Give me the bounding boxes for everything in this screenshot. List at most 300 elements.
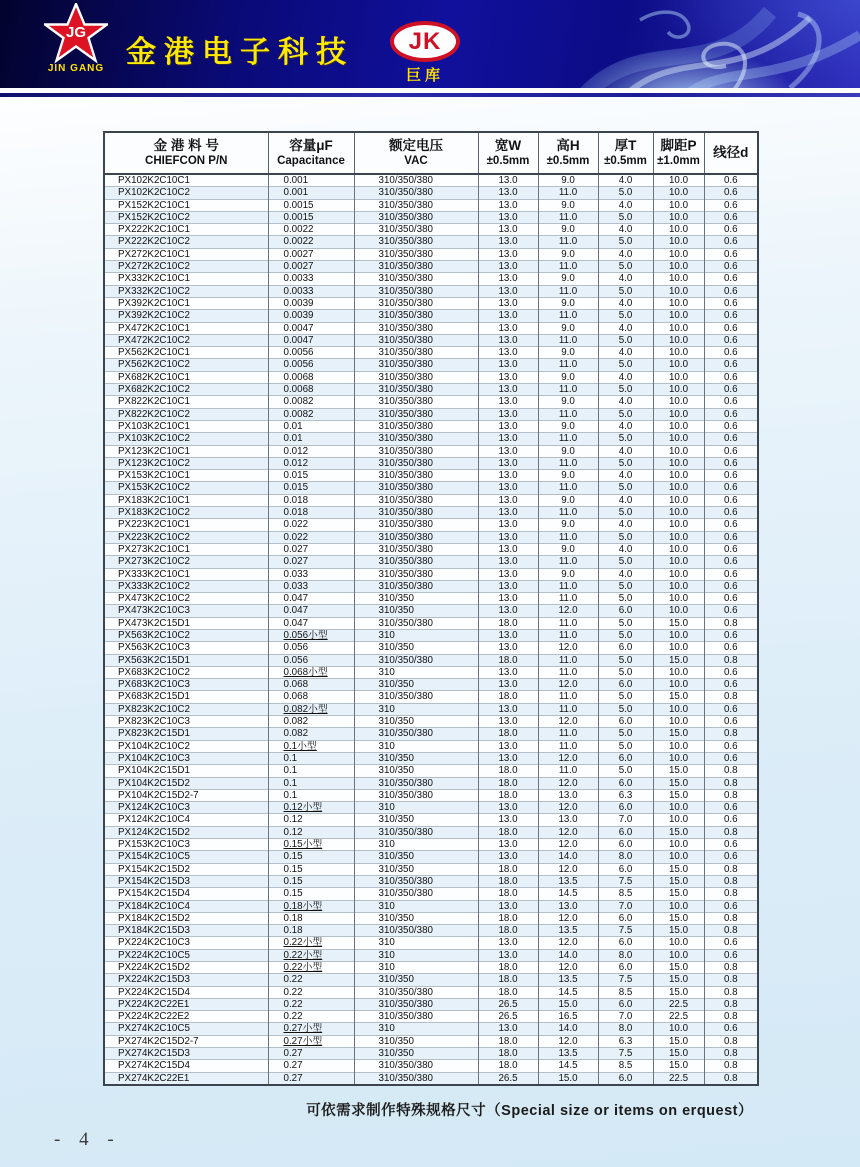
- cell-capacitance: 0.027: [268, 543, 354, 555]
- cell-vac: 310: [354, 839, 478, 851]
- cell-thickness: 8.5: [598, 888, 653, 900]
- cell-thickness: 5.0: [598, 593, 653, 605]
- spec-table-header: [104, 132, 758, 174]
- cell-pitch: 15.0: [653, 912, 704, 924]
- cell-vac: 310/350/380: [354, 925, 478, 937]
- cell-capacitance: 0.0033: [268, 285, 354, 297]
- cell-height: 12.0: [538, 937, 598, 949]
- cell-capacitance: 0.0056: [268, 359, 354, 371]
- cell-width: 13.0: [478, 752, 538, 764]
- cell-width: 13.0: [478, 666, 538, 678]
- table-row: [104, 666, 758, 678]
- cell-wire_dia: 0.6: [704, 740, 758, 752]
- cell-vac: 310/350/380: [354, 347, 478, 359]
- cell-height: 11.0: [538, 593, 598, 605]
- cell-width: 13.0: [478, 568, 538, 580]
- cell-capacitance: 0.047: [268, 617, 354, 629]
- cell-capacitance: 0.015: [268, 470, 354, 482]
- cell-pitch: 10.0: [653, 224, 704, 236]
- cell-wire_dia: 0.6: [704, 703, 758, 715]
- cell-capacitance: 0.056: [268, 654, 354, 666]
- cell-width: 13.0: [478, 384, 538, 396]
- cell-pitch: 10.0: [653, 408, 704, 420]
- cell-vac: 310/350/380: [354, 556, 478, 568]
- cell-width: 18.0: [478, 962, 538, 974]
- cell-width: 13.0: [478, 629, 538, 641]
- cell-wire_dia: 0.8: [704, 728, 758, 740]
- cell-capacitance: 0.15: [268, 851, 354, 863]
- table-row: [104, 211, 758, 223]
- cell-width: 18.0: [478, 777, 538, 789]
- cell-thickness: 5.0: [598, 359, 653, 371]
- page-body: [0, 97, 860, 1167]
- table-row: [104, 703, 758, 715]
- cell-wire_dia: 0.6: [704, 248, 758, 260]
- cell-wire_dia: 0.8: [704, 1011, 758, 1023]
- table-row: [104, 912, 758, 924]
- cell-width: 13.0: [478, 297, 538, 309]
- cell-thickness: 7.0: [598, 814, 653, 826]
- cell-height: 9.0: [538, 224, 598, 236]
- cell-thickness: 8.0: [598, 851, 653, 863]
- table-row: [104, 937, 758, 949]
- cell-wire_dia: 0.8: [704, 765, 758, 777]
- cell-width: 13.0: [478, 248, 538, 260]
- cell-vac: 310/350: [354, 974, 478, 986]
- cell-pn: PX273K2C10C1: [104, 543, 268, 555]
- cell-capacitance: 0.0039: [268, 310, 354, 322]
- cell-height: 12.0: [538, 642, 598, 654]
- cell-pn: PX223K2C10C1: [104, 519, 268, 531]
- table-row: [104, 273, 758, 285]
- cell-vac: 310/350/380: [354, 199, 478, 211]
- column-header-wire-dia: [704, 132, 758, 174]
- cell-thickness: 5.0: [598, 728, 653, 740]
- cell-width: 13.0: [478, 937, 538, 949]
- cell-width: 13.0: [478, 900, 538, 912]
- cell-width: 13.0: [478, 224, 538, 236]
- cell-width: 13.0: [478, 716, 538, 728]
- cell-width: 13.0: [478, 322, 538, 334]
- cell-pitch: 15.0: [653, 1035, 704, 1047]
- table-row: [104, 617, 758, 629]
- cell-vac: 310/350/380: [354, 617, 478, 629]
- cell-pn: PX683K2C10C2: [104, 666, 268, 678]
- cell-width: 18.0: [478, 1048, 538, 1060]
- column-header-thickness: [598, 132, 653, 174]
- table-row: [104, 322, 758, 334]
- jingang-logo-caption: JIN GANG: [47, 63, 105, 74]
- cell-wire_dia: 0.8: [704, 777, 758, 789]
- cell-height: 11.0: [538, 691, 598, 703]
- cell-wire_dia: 0.6: [704, 543, 758, 555]
- cell-pn: PX563K2C10C3: [104, 642, 268, 654]
- cell-vac: 310/350/380: [354, 789, 478, 801]
- cell-thickness: 5.0: [598, 187, 653, 199]
- cell-pn: PX184K2C15D3: [104, 925, 268, 937]
- cell-capacitance: 0.0027: [268, 261, 354, 273]
- cell-thickness: 4.0: [598, 199, 653, 211]
- cell-width: 18.0: [478, 925, 538, 937]
- cell-vac: 310: [354, 937, 478, 949]
- brand-title: 金港电子科技: [126, 36, 354, 69]
- cell-width: 26.5: [478, 1072, 538, 1085]
- cell-capacitance: 0.15: [268, 863, 354, 875]
- cell-width: 13.0: [478, 642, 538, 654]
- cell-pn: PX333K2C10C1: [104, 568, 268, 580]
- cell-pn: PX563K2C10C2: [104, 629, 268, 641]
- cell-height: 12.0: [538, 826, 598, 838]
- cell-pn: PX104K2C10C2: [104, 740, 268, 752]
- cell-capacitance: 0.22: [268, 1011, 354, 1023]
- cell-height: 12.0: [538, 912, 598, 924]
- table-row: [104, 826, 758, 838]
- cell-thickness: 6.0: [598, 716, 653, 728]
- cell-pitch: 10.0: [653, 605, 704, 617]
- table-row: [104, 900, 758, 912]
- cell-height: 11.0: [538, 334, 598, 346]
- table-row: [104, 445, 758, 457]
- cell-pitch: 10.0: [653, 174, 704, 187]
- cell-width: 13.0: [478, 261, 538, 273]
- cell-thickness: 5.0: [598, 703, 653, 715]
- cell-capacitance: 0.0056: [268, 347, 354, 359]
- cell-vac: 310/350/380: [354, 285, 478, 297]
- table-row: [104, 679, 758, 691]
- cell-wire_dia: 0.8: [704, 617, 758, 629]
- cell-pn: PX222K2C10C1: [104, 224, 268, 236]
- cell-width: 18.0: [478, 875, 538, 887]
- cell-height: 9.0: [538, 543, 598, 555]
- cell-capacitance: 0.056: [268, 642, 354, 654]
- cell-width: 13.0: [478, 236, 538, 248]
- cell-capacitance: 0.01: [268, 433, 354, 445]
- cell-pitch: 10.0: [653, 445, 704, 457]
- cell-pitch: 15.0: [653, 1048, 704, 1060]
- cell-pitch: 10.0: [653, 580, 704, 592]
- cell-thickness: 4.0: [598, 470, 653, 482]
- cell-pn: PX332K2C10C1: [104, 273, 268, 285]
- cell-wire_dia: 0.6: [704, 556, 758, 568]
- cell-pn: PX104K2C15D1: [104, 765, 268, 777]
- table-row: [104, 310, 758, 322]
- cell-pitch: 10.0: [653, 396, 704, 408]
- cell-pitch: 10.0: [653, 433, 704, 445]
- cell-pitch: 15.0: [653, 728, 704, 740]
- table-row: [104, 199, 758, 211]
- cell-pitch: 10.0: [653, 371, 704, 383]
- cell-wire_dia: 0.6: [704, 851, 758, 863]
- cell-thickness: 8.0: [598, 949, 653, 961]
- table-row: [104, 839, 758, 851]
- cell-wire_dia: 0.6: [704, 384, 758, 396]
- cell-vac: 310/350: [354, 642, 478, 654]
- cell-width: 18.0: [478, 974, 538, 986]
- table-row: [104, 814, 758, 826]
- cell-vac: 310/350: [354, 593, 478, 605]
- cell-capacitance: 0.001: [268, 174, 354, 187]
- cell-pn: PX274K2C15D2-7: [104, 1035, 268, 1047]
- cell-wire_dia: 0.8: [704, 875, 758, 887]
- cell-thickness: 4.0: [598, 322, 653, 334]
- cell-width: 13.0: [478, 494, 538, 506]
- cell-wire_dia: 0.6: [704, 937, 758, 949]
- cell-wire_dia: 0.6: [704, 420, 758, 432]
- cell-capacitance: 0.068: [268, 691, 354, 703]
- cell-capacitance: 0.15: [268, 875, 354, 887]
- cell-vac: 310/350/380: [354, 531, 478, 543]
- cell-pitch: 15.0: [653, 986, 704, 998]
- cell-pn: PX563K2C15D1: [104, 654, 268, 666]
- cell-height: 11.0: [538, 408, 598, 420]
- cell-width: 13.0: [478, 802, 538, 814]
- cell-height: 11.0: [538, 703, 598, 715]
- column-header-pitch-cn: 脚距P: [660, 138, 697, 154]
- cell-pn: PX224K2C10C3: [104, 937, 268, 949]
- cell-wire_dia: 0.6: [704, 174, 758, 187]
- cell-height: 9.0: [538, 297, 598, 309]
- cell-height: 11.0: [538, 728, 598, 740]
- cell-height: 9.0: [538, 347, 598, 359]
- cell-vac: 310: [354, 666, 478, 678]
- cell-pn: PX682K2C10C2: [104, 384, 268, 396]
- cell-pitch: 10.0: [653, 248, 704, 260]
- cell-pitch: 15.0: [653, 875, 704, 887]
- cell-vac: 310/350/380: [354, 433, 478, 445]
- column-header-width-tolerance: ±0.5mm: [486, 154, 530, 167]
- cell-pitch: 10.0: [653, 679, 704, 691]
- cell-width: 18.0: [478, 986, 538, 998]
- cell-capacitance: 0.12: [268, 826, 354, 838]
- cell-width: 13.0: [478, 1023, 538, 1035]
- table-row: [104, 1035, 758, 1047]
- cell-capacitance: 0.12: [268, 814, 354, 826]
- table-row: [104, 593, 758, 605]
- cell-pn: PX473K2C10C3: [104, 605, 268, 617]
- cell-pitch: 15.0: [653, 863, 704, 875]
- cell-capacitance: 0.0039: [268, 297, 354, 309]
- cell-thickness: 6.0: [598, 752, 653, 764]
- cell-height: 9.0: [538, 248, 598, 260]
- cell-pitch: 10.0: [653, 1023, 704, 1035]
- table-row: [104, 297, 758, 309]
- cell-thickness: 7.5: [598, 1048, 653, 1060]
- cell-height: 11.0: [538, 654, 598, 666]
- cell-capacitance: 0.068小型: [268, 666, 354, 678]
- cell-height: 11.0: [538, 211, 598, 223]
- cell-pitch: 10.0: [653, 285, 704, 297]
- cell-thickness: 5.0: [598, 556, 653, 568]
- cell-height: 16.5: [538, 1011, 598, 1023]
- cell-height: 11.0: [538, 285, 598, 297]
- column-header-thickness-tolerance: ±0.5mm: [604, 154, 647, 167]
- cell-pn: PX333K2C10C2: [104, 580, 268, 592]
- cell-capacitance: 0.022: [268, 531, 354, 543]
- table-row: [104, 334, 758, 346]
- cell-pn: PX123K2C10C1: [104, 445, 268, 457]
- cell-wire_dia: 0.6: [704, 310, 758, 322]
- table-row: [104, 1048, 758, 1060]
- cell-wire_dia: 0.6: [704, 470, 758, 482]
- cell-height: 9.0: [538, 199, 598, 211]
- cell-pitch: 10.0: [653, 420, 704, 432]
- table-row: [104, 531, 758, 543]
- cell-width: 13.0: [478, 174, 538, 187]
- cell-height: 11.0: [538, 740, 598, 752]
- cell-width: 18.0: [478, 888, 538, 900]
- cell-thickness: 5.0: [598, 261, 653, 273]
- cell-thickness: 4.0: [598, 371, 653, 383]
- cell-width: 13.0: [478, 507, 538, 519]
- cell-vac: 310/350/380: [354, 248, 478, 260]
- cell-pn: PX472K2C10C2: [104, 334, 268, 346]
- cell-pn: PX274K2C22E1: [104, 1072, 268, 1085]
- cell-width: 26.5: [478, 998, 538, 1010]
- table-row: [104, 654, 758, 666]
- cell-pitch: 10.0: [653, 507, 704, 519]
- cell-pitch: 15.0: [653, 888, 704, 900]
- cell-height: 9.0: [538, 420, 598, 432]
- table-row: [104, 974, 758, 986]
- column-header-vac-cn: 额定电压: [389, 138, 443, 154]
- cell-thickness: 5.0: [598, 617, 653, 629]
- column-header-height: [538, 132, 598, 174]
- cell-pn: PX124K2C10C3: [104, 802, 268, 814]
- cell-capacitance: 0.047: [268, 605, 354, 617]
- cell-vac: 310/350: [354, 765, 478, 777]
- cell-thickness: 6.0: [598, 912, 653, 924]
- cell-wire_dia: 0.8: [704, 912, 758, 924]
- cell-height: 11.0: [538, 765, 598, 777]
- cell-pn: PX822K2C10C2: [104, 408, 268, 420]
- cell-pn: PX823K2C10C2: [104, 703, 268, 715]
- cell-width: 13.0: [478, 543, 538, 555]
- cell-capacitance: 0.0033: [268, 273, 354, 285]
- cell-vac: 310/350/380: [354, 187, 478, 199]
- cell-pitch: 10.0: [653, 814, 704, 826]
- cell-capacitance: 0.27: [268, 1072, 354, 1085]
- cell-pn: PX473K2C15D1: [104, 617, 268, 629]
- cell-width: 13.0: [478, 949, 538, 961]
- cell-pn: PX154K2C15D4: [104, 888, 268, 900]
- table-row: [104, 777, 758, 789]
- cell-height: 12.0: [538, 777, 598, 789]
- cell-vac: 310/350/380: [354, 457, 478, 469]
- cell-pn: PX183K2C10C2: [104, 507, 268, 519]
- cell-pn: PX123K2C10C2: [104, 457, 268, 469]
- table-row: [104, 605, 758, 617]
- cell-capacitance: 0.0047: [268, 334, 354, 346]
- cell-height: 13.0: [538, 814, 598, 826]
- cell-capacitance: 0.27小型: [268, 1035, 354, 1047]
- cell-wire_dia: 0.8: [704, 863, 758, 875]
- cell-pitch: 15.0: [653, 691, 704, 703]
- cell-capacitance: 0.01: [268, 420, 354, 432]
- cell-pn: PX152K2C10C2: [104, 211, 268, 223]
- column-header-thickness-cn: 厚T: [614, 138, 637, 154]
- footer-note: 可依需求制作特殊规格尺寸（Special size or items on erquest）: [306, 1102, 753, 1119]
- cell-capacitance: 0.0022: [268, 236, 354, 248]
- cell-pitch: 10.0: [653, 752, 704, 764]
- cell-width: 13.0: [478, 580, 538, 592]
- cell-width: 13.0: [478, 371, 538, 383]
- cell-vac: 310: [354, 1023, 478, 1035]
- cell-vac: 310/350/380: [354, 261, 478, 273]
- cell-vac: 310: [354, 962, 478, 974]
- cell-capacitance: 0.0015: [268, 211, 354, 223]
- cell-wire_dia: 0.8: [704, 974, 758, 986]
- cell-thickness: 4.0: [598, 248, 653, 260]
- cell-height: 11.0: [538, 666, 598, 678]
- cell-thickness: 8.5: [598, 1060, 653, 1072]
- column-header-vac: [354, 132, 478, 174]
- cell-capacitance: 0.18小型: [268, 900, 354, 912]
- cell-capacitance: 0.22小型: [268, 949, 354, 961]
- cell-width: 13.0: [478, 273, 538, 285]
- cell-wire_dia: 0.6: [704, 187, 758, 199]
- cell-pitch: 22.5: [653, 1072, 704, 1085]
- cell-height: 11.0: [538, 433, 598, 445]
- cell-pitch: 10.0: [653, 851, 704, 863]
- cell-width: 18.0: [478, 654, 538, 666]
- cell-wire_dia: 0.6: [704, 261, 758, 273]
- table-row: [104, 1072, 758, 1085]
- cell-wire_dia: 0.6: [704, 408, 758, 420]
- cell-wire_dia: 0.6: [704, 297, 758, 309]
- cell-thickness: 5.0: [598, 334, 653, 346]
- cell-capacitance: 0.0068: [268, 384, 354, 396]
- column-header-height-cn: 高H: [556, 138, 580, 154]
- table-row: [104, 470, 758, 482]
- cell-vac: 310/350/380: [354, 888, 478, 900]
- cell-capacitance: 0.015: [268, 482, 354, 494]
- cell-pitch: 10.0: [653, 900, 704, 912]
- cell-vac: 310/350/380: [354, 420, 478, 432]
- cell-wire_dia: 0.8: [704, 1060, 758, 1072]
- cell-thickness: 4.0: [598, 494, 653, 506]
- column-header-vac-en: VAC: [404, 154, 428, 167]
- cell-pn: PX562K2C10C1: [104, 347, 268, 359]
- table-row: [104, 765, 758, 777]
- cell-vac: 310/350/380: [354, 310, 478, 322]
- cell-pitch: 15.0: [653, 789, 704, 801]
- cell-wire_dia: 0.8: [704, 691, 758, 703]
- table-row: [104, 728, 758, 740]
- cell-thickness: 6.0: [598, 839, 653, 851]
- cell-capacitance: 0.018: [268, 494, 354, 506]
- cell-capacitance: 0.012: [268, 445, 354, 457]
- cell-pitch: 15.0: [653, 765, 704, 777]
- cell-vac: 310/350/380: [354, 371, 478, 383]
- cell-wire_dia: 0.6: [704, 900, 758, 912]
- cell-thickness: 6.0: [598, 802, 653, 814]
- cell-height: 11.0: [538, 482, 598, 494]
- cell-width: 13.0: [478, 457, 538, 469]
- cell-pitch: 10.0: [653, 593, 704, 605]
- cell-pitch: 10.0: [653, 470, 704, 482]
- cell-thickness: 5.0: [598, 285, 653, 297]
- table-row: [104, 261, 758, 273]
- table-row: [104, 494, 758, 506]
- cell-vac: 310/350: [354, 605, 478, 617]
- cell-vac: 310/350/380: [354, 543, 478, 555]
- cell-vac: 310/350/380: [354, 580, 478, 592]
- cell-pn: PX104K2C15D2-7: [104, 789, 268, 801]
- cell-capacitance: 0.068: [268, 679, 354, 691]
- cell-pn: PX103K2C10C2: [104, 433, 268, 445]
- cell-wire_dia: 0.8: [704, 998, 758, 1010]
- cell-thickness: 5.0: [598, 211, 653, 223]
